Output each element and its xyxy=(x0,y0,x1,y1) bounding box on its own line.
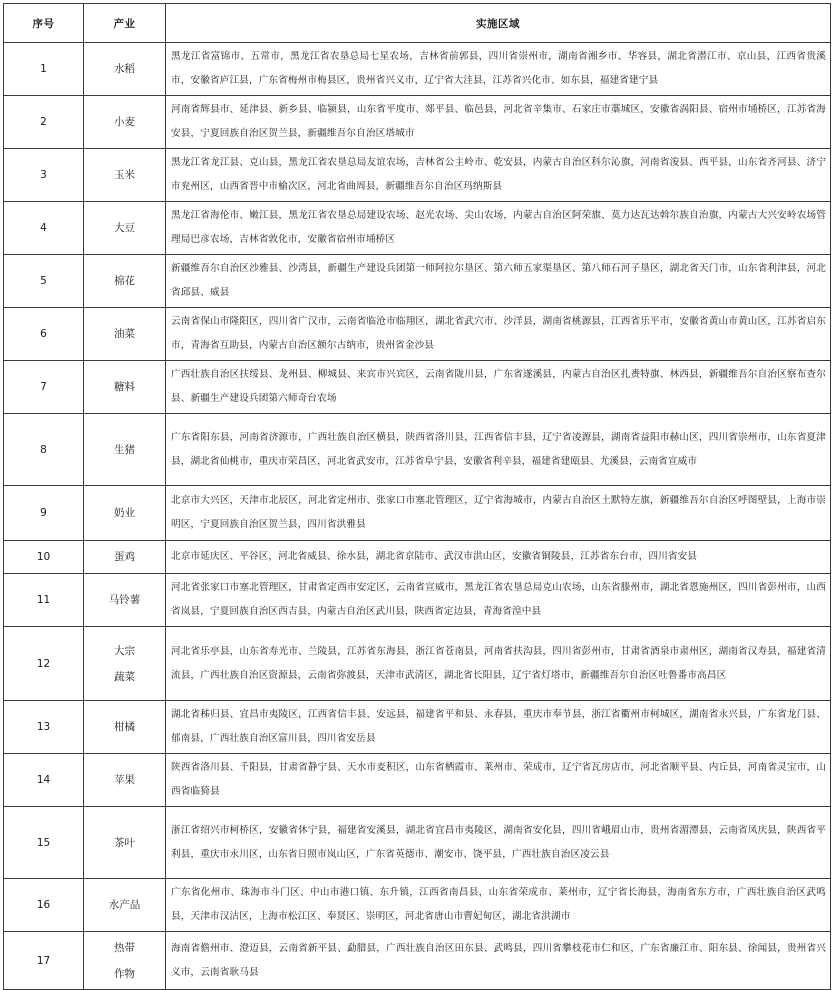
row-industry: 苹果 xyxy=(84,754,166,807)
table-row xyxy=(4,255,831,308)
header-industry: 产业 xyxy=(84,4,166,43)
row-industry: 茶叶 xyxy=(84,807,166,879)
table-row xyxy=(4,361,831,414)
table-row xyxy=(4,414,831,486)
table-row xyxy=(4,807,831,879)
table-row xyxy=(4,701,831,754)
table-row xyxy=(4,754,831,807)
table-row xyxy=(4,96,831,149)
row-industry: 油菜 xyxy=(84,308,166,361)
table-row xyxy=(4,486,831,541)
row-index: 12 xyxy=(4,627,84,701)
row-area: 广东省化州市、珠海市斗门区、中山市港口镇、东升镇，江西省南昌县，山东省荣成市、莱州市，辽宁省长海县，海南省东方市，广西壮族自治区武鸣县，天津市汉沽区，上海市松江区、奉贤区、崇明区，河北省唐山市曹妃甸区，湖北省洪湖市 xyxy=(166,879,831,932)
row-index: 17 xyxy=(4,932,84,990)
industry-line: 作物 xyxy=(114,967,135,980)
industry-line: 大宗 xyxy=(114,644,135,657)
row-area: 广西壮族自治区扶绥县、龙州县、柳城县、来宾市兴宾区，云南省陇川县，广东省遂溪县，内蒙古自治区扎赉特旗、林西县，新疆维吾尔自治区察布查尔县、新疆生产建设兵团第六师奇台农场 xyxy=(166,361,831,414)
row-index: 5 xyxy=(4,255,84,308)
table-row xyxy=(4,308,831,361)
row-area: 黑龙江省龙江县、克山县，黑龙江省农垦总局友谊农场，吉林省公主岭市、乾安县，内蒙古自治区科尔沁旗，河南省浚县、西平县，山东省齐河县、济宁市兖州区，山西省晋中市榆次区，河北省曲周县，新疆维吾尔自治区玛纳斯县 xyxy=(166,149,831,202)
row-industry: 奶业 xyxy=(84,486,166,541)
row-area: 陕西省洛川县、千阳县，甘肃省静宁县、天水市麦积区，山东省栖霞市、莱州市、荣成市，辽宁省瓦房店市，河北省顺平县、内丘县，河南省灵宝市，山西省临猗县 xyxy=(166,754,831,807)
row-industry: 柑橘 xyxy=(84,701,166,754)
row-industry: 玉米 xyxy=(84,149,166,202)
row-area: 河北省乐亭县，山东省寿光市、兰陵县，江苏省东海县，浙江省苍南县，河南省扶沟县，四川省彭州市，甘肃省酒泉市肃州区，湖南省汉寿县，福建省清流县，广西壮族自治区资源县，云南省弥渡县，天津市武清区，湖北省长阳县，辽宁省灯塔市，新疆维吾尔自治区吐鲁番市高昌区 xyxy=(166,627,831,701)
row-industry: 棉花 xyxy=(84,255,166,308)
header-row xyxy=(4,4,831,43)
row-area: 云南省保山市隆阳区，四川省广汉市，云南省临沧市临翔区，湖北省武穴市、沙洋县，湖南省桃源县，江西省乐平市，安徽省黄山市黄山区，江苏省启东市，青海省互助县，内蒙古自治区额尔古纳市，贵州省金沙县 xyxy=(166,308,831,361)
row-industry: 水稻 xyxy=(84,43,166,96)
row-industry: 马铃薯 xyxy=(84,574,166,627)
row-index: 16 xyxy=(4,879,84,932)
table-row xyxy=(4,202,831,255)
row-industry: 小麦 xyxy=(84,96,166,149)
row-industry: 糖料 xyxy=(84,361,166,414)
row-area: 黑龙江省海伦市、嫩江县，黑龙江省农垦总局建设农场、赵光农场、尖山农场，内蒙古自治区阿荣旗、莫力达瓦达斡尔族自治旗，内蒙古大兴安岭农场管理局巴彦农场，吉林省敦化市，安徽省宿州市埇桥区 xyxy=(166,202,831,255)
industry-line: 热带 xyxy=(114,941,135,954)
table-row xyxy=(4,574,831,627)
row-area: 北京市大兴区，天津市北辰区，河北省定州市、张家口市塞北管理区，辽宁省海城市，内蒙古自治区土默特左旗，新疆维吾尔自治区呼图壁县，上海市崇明区，宁夏回族自治区贺兰县，四川省洪雅县 xyxy=(166,486,831,541)
row-index: 1 xyxy=(4,43,84,96)
row-index: 2 xyxy=(4,96,84,149)
table-row xyxy=(4,43,831,96)
table-body xyxy=(4,43,831,990)
table-header xyxy=(4,4,831,43)
row-area: 河北省张家口市塞北管理区，甘肃省定西市安定区，云南省宣威市，黑龙江省农垦总局克山农场，山东省滕州市，湖北省恩施州区，四川省彭州市，山西省岚县，宁夏回族自治区西吉县，内蒙古自治区武川县，陕西省定边县，青海省湟中县 xyxy=(166,574,831,627)
table-row xyxy=(4,149,831,202)
row-area: 海南省儋州市、澄迈县，云南省新平县、勐腊县，广西壮族自治区田东县、武鸣县，四川省攀枝花市仁和区，广东省廉江市、阳东县、徐闻县，贵州省兴义市，云南省耿马县 xyxy=(166,932,831,990)
row-area: 浙江省绍兴市柯桥区，安徽省休宁县，福建省安溪县，湖北省宜昌市夷陵区，湖南省安化县，四川省峨眉山市，贵州省湄潭县，云南省凤庆县，陕西省平利县，重庆市永川区，山东省日照市岚山区，广东省英德市、潮安市、饶平县，广西壮族自治区凌云县 xyxy=(166,807,831,879)
industry-line: 蔬菜 xyxy=(114,670,135,683)
row-index: 11 xyxy=(4,574,84,627)
row-area: 黑龙江省富锦市、五常市，黑龙江省农垦总局七星农场，吉林省前郭县，四川省崇州市，湖南省湘乡市、华容县，湖北省潜江市、京山县，江西省贵溪市，安徽省庐江县，广东省梅州市梅县区，贵州省兴义市，辽宁省大洼县，江苏省兴化市、如东县，福建省建宁县 xyxy=(166,43,831,96)
row-index: 8 xyxy=(4,414,84,486)
row-index: 10 xyxy=(4,541,84,574)
row-area: 湖北省秭归县、宜昌市夷陵区，江西省信丰县、安远县，福建省平和县、永春县，重庆市奉节县，浙江省衢州市柯城区，湖南省永兴县，广东省龙门县、郁南县，广西壮族自治区富川县，四川省安岳县 xyxy=(166,701,831,754)
row-index: 3 xyxy=(4,149,84,202)
row-index: 4 xyxy=(4,202,84,255)
row-industry xyxy=(84,627,166,701)
row-industry: 水产品 xyxy=(84,879,166,932)
row-area: 新疆维吾尔自治区沙雅县、沙湾县，新疆生产建设兵团第一师阿拉尔垦区、第六师五家渠垦区、第八师石河子垦区，湖北省天门市，山东省利津县，河北省邱县、威县 xyxy=(166,255,831,308)
header-area: 实施区域 xyxy=(166,4,831,43)
table-row xyxy=(4,627,831,701)
row-index: 9 xyxy=(4,486,84,541)
table-row xyxy=(4,879,831,932)
table-wrapper xyxy=(3,3,830,990)
row-area: 河南省辉县市、延津县、新乡县、临颍县，山东省平度市、郯平县、临邑县，河北省辛集市、石家庄市藁城区，安徽省涡阳县、宿州市埇桥区，江苏省海安县，宁夏回族自治区贺兰县，新疆维吾尔自治区塔城市 xyxy=(166,96,831,149)
row-index: 7 xyxy=(4,361,84,414)
row-area: 北京市延庆区、平谷区，河北省威县、徐水县，湖北省京陆市、武汉市洪山区，安徽省铜陵县，江苏省东台市，四川省安县 xyxy=(166,541,831,574)
header-index: 序号 xyxy=(4,4,84,43)
table-row xyxy=(4,541,831,574)
row-index: 13 xyxy=(4,701,84,754)
row-industry: 蛋鸡 xyxy=(84,541,166,574)
row-index: 6 xyxy=(4,308,84,361)
row-area: 广东省阳东县，河南省济源市，广西壮族自治区横县，陕西省洛川县，江西省信丰县，辽宁省凌源县，湖南省益阳市赫山区，四川省崇州市，山东省夏津县，湖北省仙桃市，重庆市荣昌区，河北省武安市，江苏省阜宁县，安徽省利辛县，福建省建瓯县、尤溪县，云南省宣威市 xyxy=(166,414,831,486)
row-index: 15 xyxy=(4,807,84,879)
table-row xyxy=(4,932,831,990)
row-index: 14 xyxy=(4,754,84,807)
row-industry: 大豆 xyxy=(84,202,166,255)
implementation-table xyxy=(3,3,831,990)
row-industry xyxy=(84,932,166,990)
row-industry: 生猪 xyxy=(84,414,166,486)
